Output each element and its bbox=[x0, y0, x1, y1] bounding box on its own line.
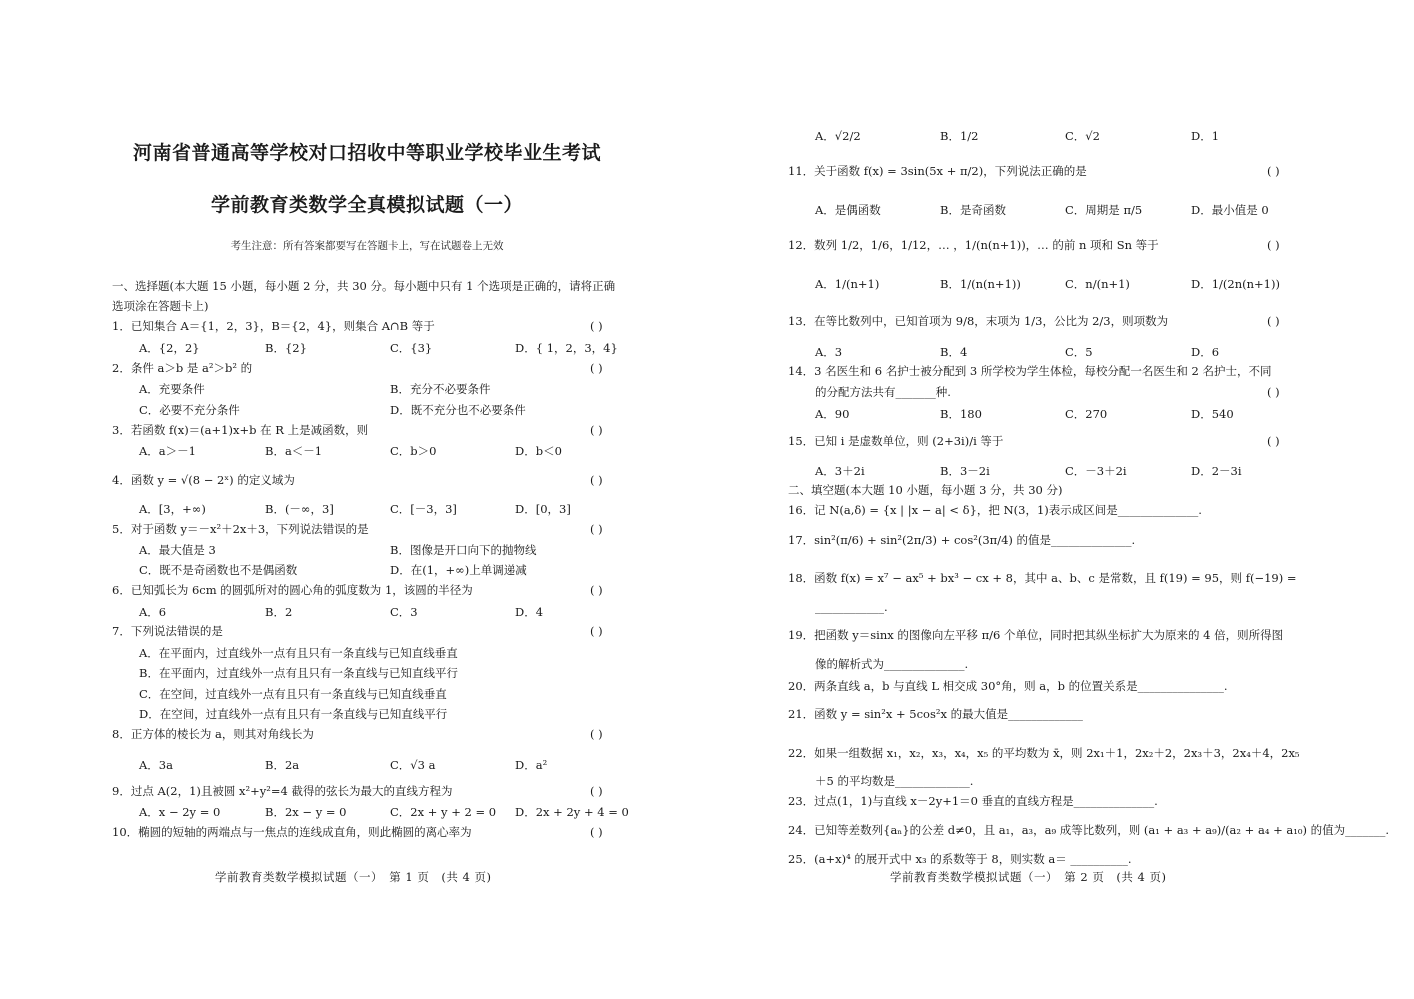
answer-paren: ( ) bbox=[590, 361, 603, 375]
answer-paren: ( ) bbox=[1267, 385, 1280, 399]
q9-option-d: D．2x + 2y + 4 = 0 bbox=[515, 805, 629, 819]
q8-option-d: D．a² bbox=[515, 758, 548, 772]
q4-option-d: D．[0，3] bbox=[515, 502, 571, 516]
answer-paren: ( ) bbox=[590, 583, 603, 597]
question-1: 1．已知集合 A＝{1，2，3}，B＝{2，4}，则集合 A∩B 等于 bbox=[112, 319, 435, 333]
question-22-cont: ＋5 的平均数是_____________. bbox=[815, 774, 974, 788]
question-14-cont: 的分配方法共有_______种. bbox=[815, 385, 951, 399]
question-23: 23．过点(1，1)与直线 x－2y+1＝0 垂直的直线方程是______________. bbox=[788, 794, 1158, 808]
page-footer: 学前教育类数学模拟试题（一） 第 2 页 (共 4 页) bbox=[890, 870, 1167, 884]
question-16: 16．记 N(a,δ) = {x | |x − a| < δ}，把 N(3，1)表示成区间是______________. bbox=[788, 503, 1202, 517]
question-24: 24．已知等差数列{aₙ}的公差 d≠0，且 a₁，a₃，a₉ 成等比数列，则 (a₁ + a₃ + a₉)/(a₂ + a₄ + a₁₀) 的值为_______. bbox=[788, 823, 1390, 837]
q13-option-b: B．4 bbox=[940, 345, 968, 359]
question-19-cont: 像的解析式为______________. bbox=[815, 657, 969, 671]
q11-option-b: B．是奇函数 bbox=[940, 203, 1006, 217]
answer-paren: ( ) bbox=[590, 784, 603, 798]
question-25: 25．(a+x)⁴ 的展开式中 x₃ 的系数等于 8，则实数 a＝ __________. bbox=[788, 852, 1132, 866]
q11-option-d: D．最小值是 0 bbox=[1191, 203, 1269, 217]
q7-option-b: B．在平面内，过直线外一点有且只有一条直线与已知直线平行 bbox=[139, 666, 458, 680]
question-13: 13．在等比数列中，已知首项为 9/8，末项为 1/3，公比为 2/3，则项数为 bbox=[788, 314, 1169, 328]
q6-option-c: C．3 bbox=[390, 605, 418, 619]
q13-option-d: D．6 bbox=[1191, 345, 1220, 359]
q4-option-a: A．[3，+∞) bbox=[139, 502, 206, 516]
exam-title: 河南省普通高等学校对口招收中等职业学校毕业生考试 bbox=[132, 142, 601, 164]
q13-option-a: A．3 bbox=[815, 345, 843, 359]
question-22: 22．如果一组数据 x₁，x₂，x₃，x₄，x₅ 的平均数为 x̄，则 2x₁＋1，2x₂＋2，2x₃＋3，2x₄＋4，2x₅ bbox=[788, 746, 1300, 760]
q7-option-a: A．在平面内，过直线外一点有且只有一条直线与已知直线垂直 bbox=[139, 646, 458, 660]
q14-option-b: B．180 bbox=[940, 407, 982, 421]
q7-option-d: D．在空间，过直线外一点有且只有一条直线与已知直线平行 bbox=[139, 707, 448, 721]
q5-option-b: B．图像是开口向下的抛物线 bbox=[390, 543, 537, 557]
q9-option-a: A．x − 2y = 0 bbox=[139, 805, 221, 819]
answer-paren: ( ) bbox=[590, 319, 603, 333]
q6-option-b: B．2 bbox=[265, 605, 293, 619]
question-7: 7．下列说法错误的是 bbox=[112, 624, 223, 638]
q8-option-a: A．3a bbox=[139, 758, 173, 772]
q8-option-b: B．2a bbox=[265, 758, 300, 772]
q5-option-c: C．既不是奇函数也不是偶函数 bbox=[139, 563, 298, 577]
question-18-cont: ____________. bbox=[815, 600, 888, 614]
q15-option-d: D．2－3i bbox=[1191, 464, 1242, 478]
section-fill-heading: 二、填空题(本大题 10 小题，每小题 3 分，共 30 分) bbox=[788, 483, 1063, 497]
question-11: 11．关于函数 f(x) = 3sin(5x + π/2)，下列说法正确的是 bbox=[788, 164, 1087, 178]
q12-option-d: D．1/(2n(n+1)) bbox=[1191, 277, 1280, 291]
q14-option-d: D．540 bbox=[1191, 407, 1234, 421]
question-14: 14．3 名医生和 6 名护士被分配到 3 所学校为学生体检，每校分配一名医生和 2 名护士，不同 bbox=[788, 364, 1272, 378]
q12-option-c: C．n/(n+1) bbox=[1065, 277, 1130, 291]
question-4: 4．函数 y = √(8 − 2ˣ) 的定义域为 bbox=[112, 473, 295, 487]
q10-option-c: C．√2 bbox=[1065, 129, 1100, 143]
answer-paren: ( ) bbox=[1267, 314, 1280, 328]
q12-option-a: A．1/(n+1) bbox=[815, 277, 880, 291]
q11-option-c: C．周期是 π/5 bbox=[1065, 203, 1143, 217]
question-15: 15．已知 i 是虚数单位，则 (2+3i)/i 等于 bbox=[788, 434, 1004, 448]
q4-option-b: B．(－∞，3] bbox=[265, 502, 334, 516]
q1-option-a: A．{2，2} bbox=[139, 341, 200, 355]
question-20: 20．两条直线 a，b 与直线 L 相交成 30°角，则 a，b 的位置关系是_______________. bbox=[788, 679, 1228, 693]
q12-option-b: B．1/(n(n+1)) bbox=[940, 277, 1021, 291]
q1-option-d: D．{ 1，2，3，4} bbox=[515, 341, 618, 355]
q3-option-d: D．b＜0 bbox=[515, 444, 562, 458]
exam-notice: 考生注意：所有答案都要写在答题卡上，写在试题卷上无效 bbox=[230, 240, 504, 252]
answer-paren: ( ) bbox=[590, 522, 603, 536]
exam-subtitle: 学前教育类数学全真模拟试题（一） bbox=[210, 194, 523, 216]
section-choice-heading: 一、选择题(本大题 15 小题，每小题 2 分，共 30 分。每小题中只有 1 个选项是正确的，请将正确选项涂在答题卡上) bbox=[112, 279, 616, 313]
question-8: 8．正方体的棱长为 a，则其对角线长为 bbox=[112, 727, 314, 741]
question-6: 6．已知弧长为 6cm 的圆弧所对的圆心角的弧度数为 1，该圆的半径为 bbox=[112, 583, 473, 597]
q3-option-c: C．b＞0 bbox=[390, 444, 437, 458]
q3-option-b: B．a＜－1 bbox=[265, 444, 323, 458]
q6-option-a: A．6 bbox=[139, 605, 167, 619]
answer-paren: ( ) bbox=[590, 825, 603, 839]
q9-option-b: B．2x − y = 0 bbox=[265, 805, 347, 819]
q15-option-c: C．－3＋2i bbox=[1065, 464, 1127, 478]
q3-option-a: A．a＞－1 bbox=[139, 444, 196, 458]
question-17: 17．sin²(π/6) + sin²(2π/3) + cos²(3π/4) 的值是______________. bbox=[788, 533, 1136, 547]
question-5: 5．对于函数 y＝－x²＋2x＋3，下列说法错误的是 bbox=[112, 522, 369, 536]
answer-paren: ( ) bbox=[1267, 164, 1280, 178]
q8-option-c: C．√3 a bbox=[390, 758, 436, 772]
q1-option-c: C．{3} bbox=[390, 341, 433, 355]
q1-option-b: B．{2} bbox=[265, 341, 307, 355]
q10-option-a: A．√2/2 bbox=[815, 129, 861, 143]
q2-option-b: B．充分不必要条件 bbox=[390, 382, 491, 396]
question-10: 10．椭圆的短轴的两端点与一焦点的连线成直角，则此椭圆的离心率为 bbox=[112, 825, 472, 839]
q5-option-d: D．在(1，+∞)上单调递减 bbox=[390, 563, 527, 577]
q5-option-a: A．最大值是 3 bbox=[139, 543, 216, 557]
page-2 bbox=[707, 0, 1414, 999]
question-21: 21．函数 y = sin²x + 5cos²x 的最大值是_____________ bbox=[788, 707, 1083, 721]
answer-paren: ( ) bbox=[590, 624, 603, 638]
q11-option-a: A．是偶函数 bbox=[815, 203, 881, 217]
answer-paren: ( ) bbox=[590, 727, 603, 741]
page-footer: 学前教育类数学模拟试题（一） 第 1 页 (共 4 页) bbox=[215, 870, 492, 884]
q14-option-c: C．270 bbox=[1065, 407, 1108, 421]
q10-option-b: B．1/2 bbox=[940, 129, 979, 143]
q14-option-a: A．90 bbox=[815, 407, 850, 421]
q4-option-c: C．[－3，3] bbox=[390, 502, 457, 516]
question-3: 3．若函数 f(x)＝(a+1)x+b 在 R 上是减函数，则 bbox=[112, 423, 369, 437]
q15-option-a: A．3＋2i bbox=[815, 464, 865, 478]
answer-paren: ( ) bbox=[590, 473, 603, 487]
q2-option-c: C．必要不充分条件 bbox=[139, 403, 240, 417]
question-2: 2．条件 a＞b 是 a²＞b² 的 bbox=[112, 361, 253, 375]
question-18: 18．函数 f(x) = x⁷ − ax⁵ + bx³ − cx + 8，其中 a、b、c 是常数，且 f(19) = 95，则 f(−19) = bbox=[788, 571, 1297, 585]
answer-paren: ( ) bbox=[1267, 238, 1280, 252]
q15-option-b: B．3－2i bbox=[940, 464, 990, 478]
question-9: 9．过点 A(2，1)且被圆 x²+y²=4 截得的弦长为最大的直线方程为 bbox=[112, 784, 453, 798]
q7-option-c: C．在空间，过直线外一点有且只有一条直线与已知直线垂直 bbox=[139, 687, 447, 701]
answer-paren: ( ) bbox=[590, 423, 603, 437]
q10-option-d: D．1 bbox=[1191, 129, 1220, 143]
q13-option-c: C．5 bbox=[1065, 345, 1093, 359]
q6-option-d: D．4 bbox=[515, 605, 544, 619]
q2-option-a: A．充要条件 bbox=[139, 382, 205, 396]
question-19: 19．把函数 y＝sinx 的图像向左平移 π/6 个单位，同时把其纵坐标扩大为原来的 4 倍，则所得图 bbox=[788, 628, 1284, 642]
answer-paren: ( ) bbox=[1267, 434, 1280, 448]
question-12: 12．数列 1/2，1/6，1/12，… ，1/(n(n+1))，… 的前 n 项和 Sn 等于 bbox=[788, 238, 1159, 252]
q2-option-d: D．既不充分也不必要条件 bbox=[390, 403, 526, 417]
q9-option-c: C．2x + y + 2 = 0 bbox=[390, 805, 497, 819]
